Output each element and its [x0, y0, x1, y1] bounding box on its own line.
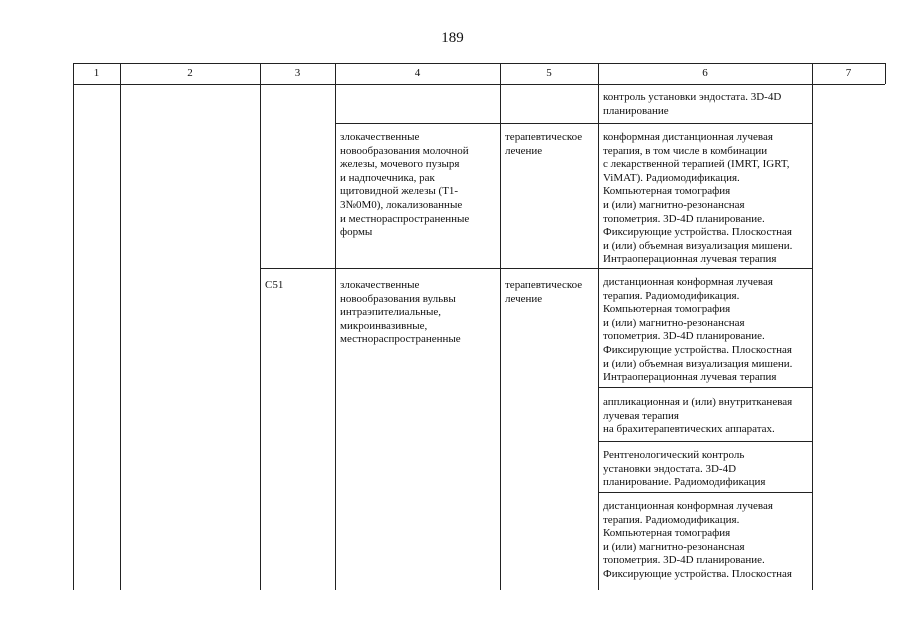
- block2-treatment-type-cell: терапевтическое лечение: [505, 131, 583, 157]
- column-divider-5-6: [598, 63, 599, 590]
- column-number-6: 6: [702, 67, 708, 79]
- column-divider-6-7: [812, 63, 813, 590]
- block2-method-cell: конформная дистанционная лучевая терапия, в том числе в комбинации с лекарственной терапией (IMRT, IGRT, ViMAT). Радиомодификация. Компьютерная томография и (или) магнитно-резонансная топометрия. 3D-4D планирование. Фиксирующие устройства. Плоскостная и (или) объемная визуализация мишени. Интраоперационная лучевая терапия: [603, 131, 793, 266]
- block1-method-cell: контроль установки эндостата. 3D-4D планирование: [603, 91, 782, 117]
- column-number-1: 1: [93, 67, 100, 79]
- header-bottom-border: [73, 84, 885, 85]
- block3-method-cell-a: дистанционная конформная лучевая терапия. Радиомодификация. Компьютерная томография и (или) магнитно-резонансная топометрия. 3D-4D планирование. Фиксирующие устройства. Плоскостная и (или) объемная визуализация мишени. Интраоперационная лучевая терапия: [603, 276, 793, 384]
- page-number: 189: [441, 30, 464, 46]
- block3-method-cell-d: дистанционная конформная лучевая терапия. Радиомодификация. Компьютерная томография и (или) магнитно-резонансная топометрия. 3D-4D планирование. Фиксирующие устройства. Плоскостная: [603, 500, 792, 580]
- subrow-divider-3: [598, 492, 812, 493]
- subrow-divider-2: [598, 441, 812, 442]
- row-divider-1: [335, 123, 812, 124]
- block3-method-cell-c: Рентгенологический контроль установки эндостата. 3D-4D планирование. Радиомодификация: [603, 449, 766, 489]
- table-border-left: [73, 63, 74, 590]
- column-number-3: 3: [294, 67, 301, 79]
- column-number-7: 7: [845, 67, 852, 79]
- block3-diagnosis-cell: злокачественные новообразования вульвы интраэпителиальные, микроинвазивные, местнораспространенные: [340, 279, 461, 346]
- column-divider-4-5: [500, 63, 501, 590]
- table-border-right: [885, 63, 886, 84]
- block3-treatment-type-cell: терапевтическое лечение: [505, 279, 583, 305]
- block2-diagnosis-cell: злокачественные новообразования молочной железы, мочевого пузыря и надпочечника, рак щитовидной железы (T1- 3№0M0), локализованные и местнораспространенные формы: [340, 131, 470, 239]
- column-divider-3-4: [335, 63, 336, 590]
- block3-icd-code-cell: C51: [265, 279, 284, 291]
- block3-method-cell-b: аппликационная и (или) внутритканевая лучевая терапия на брахитерапевтических аппаратах.: [603, 396, 793, 436]
- column-divider-1-2: [120, 63, 121, 590]
- row-divider-2: [260, 268, 812, 269]
- column-divider-2-3: [260, 63, 261, 590]
- subrow-divider-1: [598, 387, 812, 388]
- column-number-5: 5: [546, 67, 552, 79]
- column-number-2: 2: [187, 67, 193, 79]
- column-number-4: 4: [414, 67, 421, 79]
